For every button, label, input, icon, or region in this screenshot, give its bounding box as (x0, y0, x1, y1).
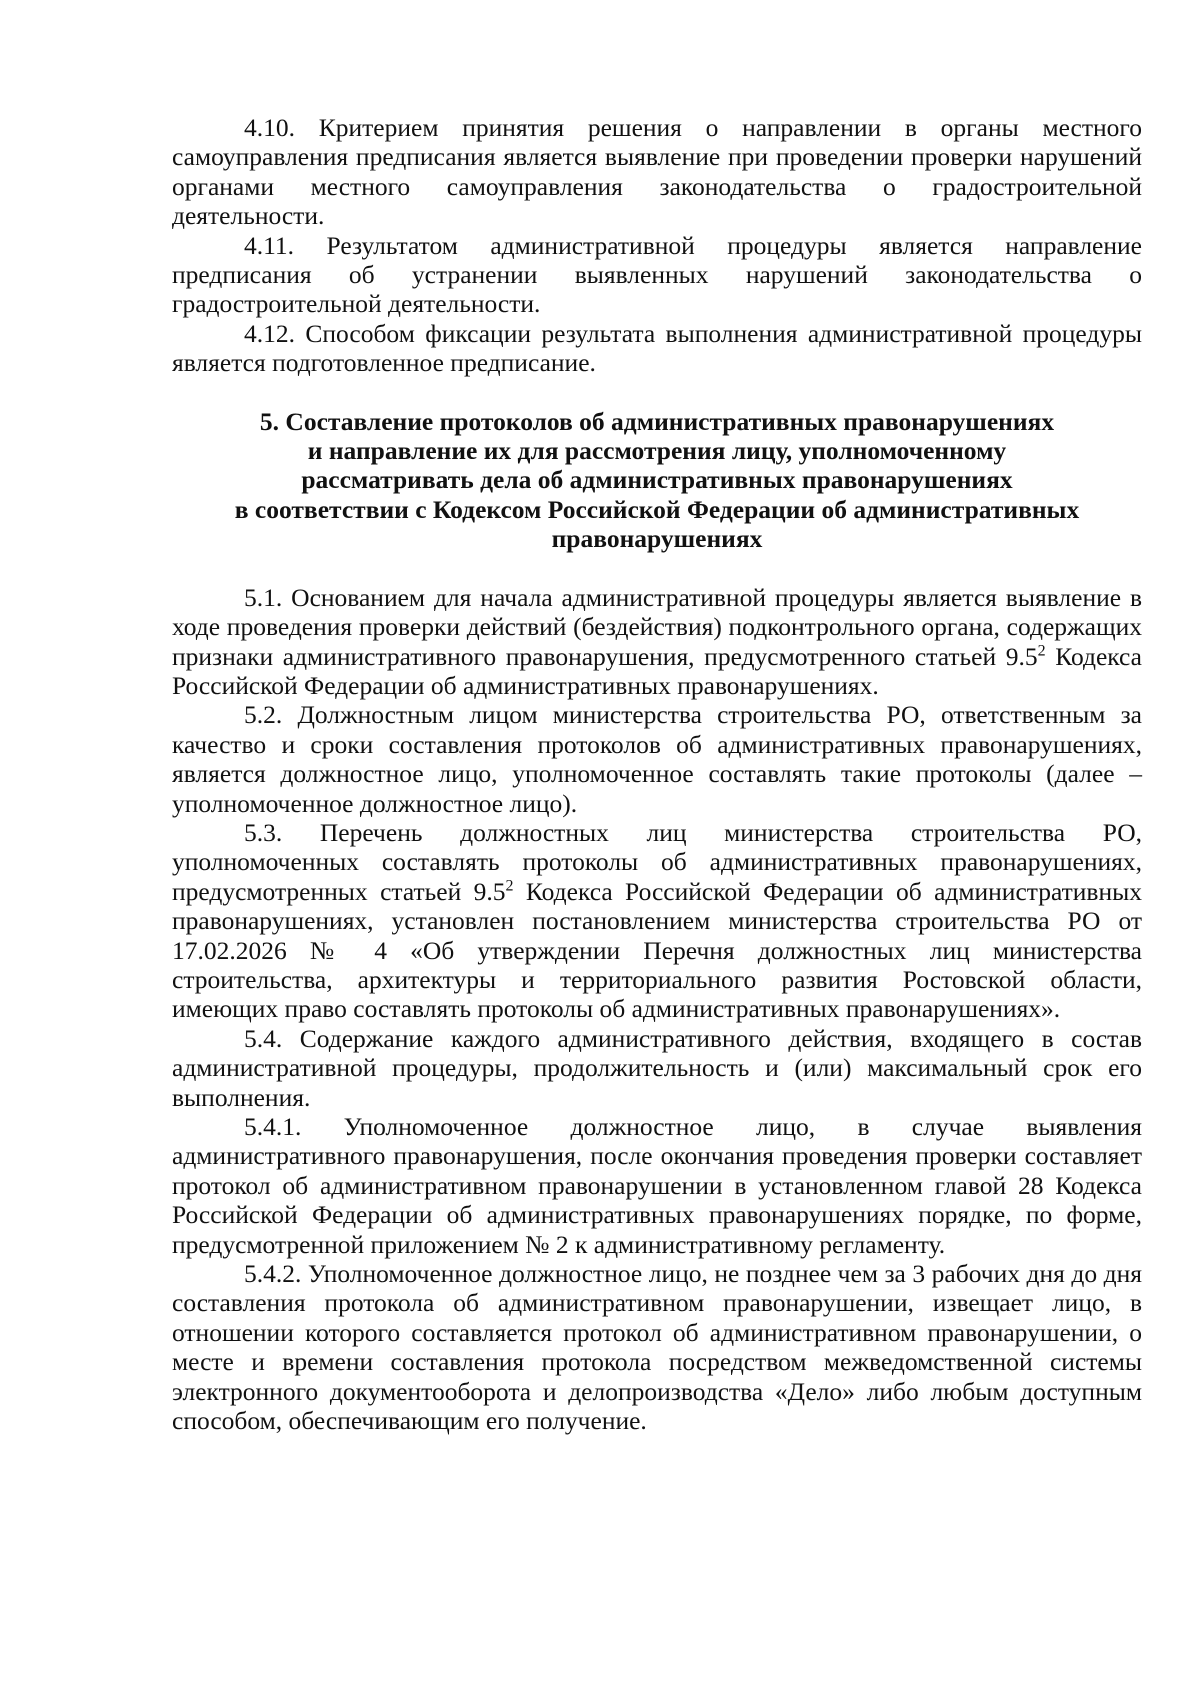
section-5-heading (172, 407, 1142, 554)
spacer (172, 378, 1142, 407)
paragraph-5-1 (172, 583, 1142, 701)
superscript: 2 (1037, 642, 1046, 659)
paragraph-5-1-text-end: Кодекса Российской Федерации об административных правонарушениях. (172, 641, 1142, 700)
paragraph-5-4-1: 5.4.1. Уполномоченное должностное лицо, в случае выявления административного правонарушения, после окончания проведения проверки составляет протокол об административном правонарушении в установленном главой 28 Кодекса Российской Федерации об административных правонарушениях порядке, по форме, предусмотренной приложением № 2 к административному регламенту. (172, 1112, 1142, 1259)
paragraph-5-4-2: 5.4.2. Уполномоченное должностное лицо, не позднее чем за 3 рабочих дня до дня составления протокола об административном правонарушении, извещает лицо, в отношении которого составляется протокол об административном правонарушении, о месте и времени составления протокола посредством межведомственной системы электронного документооборота и делопроизводства «Дело» либо любым доступным способом, обеспечивающим его получение. (172, 1259, 1142, 1436)
paragraph-5-3 (172, 818, 1142, 1024)
document-page (172, 113, 1142, 1435)
superscript: 2 (505, 877, 514, 895)
paragraph-5-4: 5.4. Содержание каждого административного действия, входящего в состав административной процедуры, продолжительность и (или) максимальный срок его выполнения. (172, 1023, 1142, 1112)
heading-line: 5. Составление протоколов об административных правонарушениях (259, 406, 1055, 436)
paragraph-5-3-text-end: Кодекса Российской Федерации об административных правонарушениях, установлен постановлением министерства строительства РО от 17.02.2026 № 4 «Об утверждении Перечня должностных лиц министерства строительства, архитектуры и территориального развития Ростовской области, имеющих право составлять протоколы об административных правонарушениях». (172, 876, 1142, 1024)
heading-line: и направление их для рассмотрения лицу, уполномоченному (307, 436, 1007, 466)
heading-line: рассматривать дела об административных правонарушениях (301, 465, 1013, 495)
paragraph-4-11: 4.11. Результатом административной процедуры является направление предписания об устранении выявленных нарушений законодательства о градостроительной деятельности. (172, 230, 1142, 319)
paragraph-4-12: 4.12. Способом фиксации результата выполнения административной процедуры является подготовленное предписание. (172, 318, 1142, 378)
paragraph-5-3-text: 5.3. Перечень должностных лиц министерства строительства РО, уполномоченных составлять протоколы об административных правонарушениях, предусмотренных статьей 9.5 (172, 817, 1142, 906)
heading-line: в соответствии с Кодексом Российской Федерации об административных (234, 494, 1080, 524)
heading-line: правонарушениях (551, 524, 763, 554)
paragraph-5-1-text: 5.1. Основанием для начала административной процедуры является выявление в ходе проведения проверки действий (бездействия) подконтрольного органа, содержащих признаки административного правонарушения, предусмотренного статьей 9.5 (172, 582, 1142, 671)
paragraph-4-10: 4.10. Критерием принятия решения о направлении в органы местного самоуправления предписания является выявление при проведении проверки нарушений органами местного самоуправления законодательства о градостроительной деятельности. (172, 113, 1142, 231)
spacer (172, 554, 1142, 583)
paragraph-5-2: 5.2. Должностным лицом министерства строительства РО, ответственным за качество и сроки составления протоколов об административных правонарушениях, является должностное лицо, уполномоченное составлять такие протоколы (далее – уполномоченное должностное лицо). (172, 700, 1142, 818)
